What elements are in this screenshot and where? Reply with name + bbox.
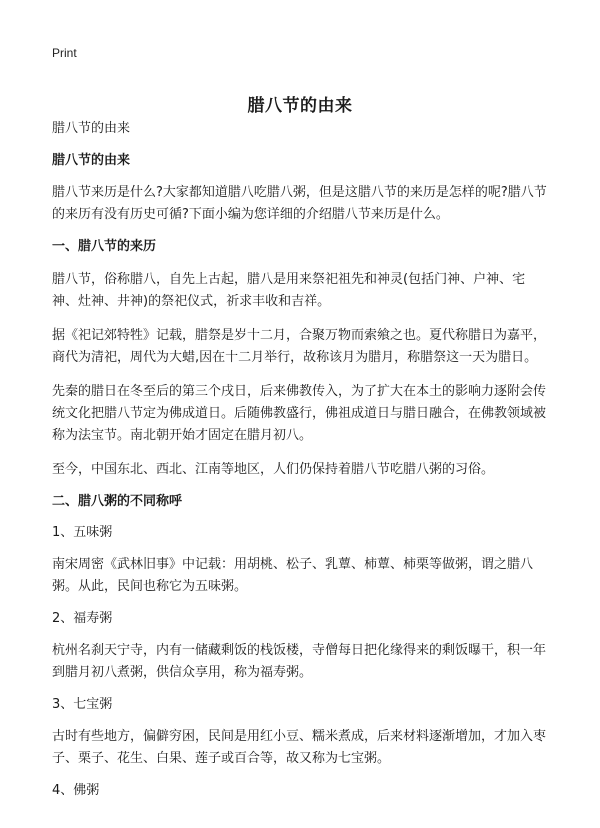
origin-paragraph: 先秦的腊日在冬至后的第三个戌日，后来佛教传入，为了扩大在本土的影响力逐附会传统文化把腊八节定为佛成道日。后随佛教盛行，佛祖成道日与腊日融合，在佛教领域被称为法宝节。南北朝开始才固定在腊月初八。	[52, 384, 547, 443]
print-link[interactable]: Print	[52, 46, 77, 60]
list-item-label: 3、七宝粥	[52, 697, 113, 712]
section-heading-names: 二、腊八粥的不同称呼	[52, 494, 183, 509]
list-item-text: 南宋周密《武林旧事》中记载：用胡桃、松子、乳蕈、柿蕈、柿栗等做粥，谓之腊八粥。从此，民间也称它为五味粥。	[52, 557, 534, 594]
list-item-text: 杭州名刹天宁寺，内有一储藏剩饭的栈饭楼，寺僧每日把化缘得来的剩饭曝干，积一年到腊月初八煮粥，供信众享用，称为福寿粥。	[52, 643, 547, 680]
intro-paragraph: 腊八节来历是什么?大家都知道腊八吃腊八粥，但是这腊八节的来历是怎样的呢?腊八节的来历有没有历史可循?下面小编为您详细的介绍腊八节来历是什么。	[52, 185, 547, 222]
article-body	[52, 120, 548, 812]
list-item-label: 1、五味粥	[52, 525, 113, 540]
list-item-label: 4、佛粥	[52, 783, 100, 798]
page-title: 腊八节的由来	[247, 96, 353, 117]
origin-paragraph: 至今，中国东北、西北、江南等地区，人们仍保持着腊八节吃腊八粥的习俗。	[52, 462, 495, 477]
list-item-label: 2、福寿粥	[52, 611, 113, 626]
article-subtitle: 腊八节的由来	[52, 121, 131, 136]
article-heading: 腊八节的由来	[52, 153, 131, 168]
section-heading-origin: 一、腊八节的来历	[52, 239, 157, 254]
origin-paragraph: 据《祀记郊特牲》记载，腊祭是岁十二月，合聚万物而索飨之也。夏代称腊日为嘉平，商代为清祀，周代为大蜡,因在十二月举行，故称该月为腊月，称腊祭这一天为腊日。	[52, 328, 547, 365]
list-item-text: 古时有些地方，偏僻穷困，民间是用红小豆、糯米煮成，后来材料逐渐增加，才加入枣子、栗子、花生、白果、莲子或百合等，故又称为七宝粥。	[52, 729, 547, 766]
origin-paragraph: 腊八节，俗称腊八，自先上古起，腊八是用来祭祀祖先和神灵(包括门神、户神、宅神、灶神、井神)的祭祀仪式，祈求丰收和吉祥。	[52, 272, 526, 309]
